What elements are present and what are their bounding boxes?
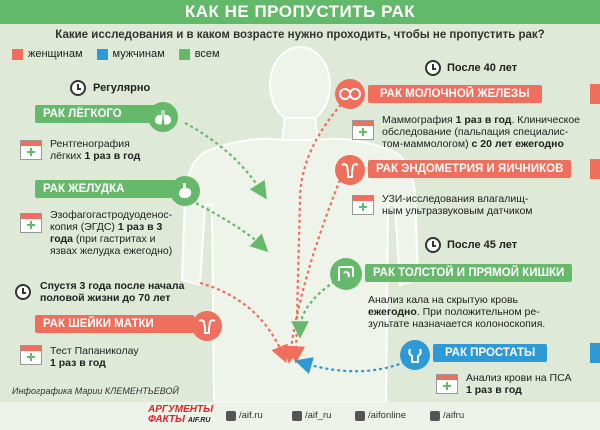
breast-cancer-tag <box>368 85 542 103</box>
calendar-icon <box>352 120 374 140</box>
social-facebook[interactable] <box>355 410 406 421</box>
lung-cancer-tag <box>35 105 160 123</box>
tag-label: РАК ЖЕЛУДКА <box>43 183 125 195</box>
after-45-label: После 45 лет <box>447 239 518 251</box>
calendar-icon <box>436 374 458 394</box>
clock-icon <box>425 60 441 76</box>
vk-icon <box>226 411 236 421</box>
tag-label: РАК МОЛОЧНОЙ ЖЕЛЕЗЫ <box>380 88 530 100</box>
credit: Инфографика Марии КЛЕМЕНТЬЕВОЙ <box>12 386 179 396</box>
lungs-icon <box>148 102 178 132</box>
legend-label: мужчинам <box>112 48 165 60</box>
uterus-icon <box>192 311 222 341</box>
prostate-icon <box>400 340 430 370</box>
calendar-icon <box>20 213 42 233</box>
endometrial-cancer-tag <box>368 160 571 178</box>
instagram-icon <box>430 411 440 421</box>
legend-label: женщинам <box>28 48 83 60</box>
breast-icon <box>335 79 365 109</box>
social-label: /aifonline <box>368 410 407 421</box>
clock-icon <box>70 80 86 96</box>
subtitle: Какие исследования и в каком возрасте нужно проходить, чтобы не пропустить рак? <box>55 29 545 41</box>
side-bar <box>590 343 600 363</box>
legend-label: всем <box>194 48 220 60</box>
tag-label: РАК ЛЁГКОГО <box>43 108 122 120</box>
tag-label: РАК ТОЛСТОЙ И ПРЯМОЙ КИШКИ <box>373 267 565 279</box>
colon-exam-text: Анализ кала на скрытую кровь ежегодно. При положительном ре- зультате назначается колоноскопия. <box>368 294 546 330</box>
social-instagram[interactable] <box>430 410 464 421</box>
regular-label: Регулярно <box>93 82 151 94</box>
tag-label: РАК ПРОСТАТЫ <box>445 347 536 359</box>
social-vk[interactable] <box>226 410 263 421</box>
tag-label: РАК ЭНДОМЕТРИЯ И ЯИЧНИКОВ <box>376 163 564 175</box>
cervix-age-text: Спустя 3 года после начала половой жизни до 70 лет <box>40 280 185 304</box>
cervical-cancer-tag <box>35 315 194 333</box>
clock-icon <box>425 237 441 253</box>
cervix-exam-text: Тест Папаниколау 1 раз в год <box>50 345 139 369</box>
prostate-exam-text: Анализ крови на ПСА 1 раз в год <box>466 372 572 396</box>
social-label: /aif.ru <box>239 410 263 421</box>
calendar-icon <box>20 345 42 365</box>
ovaries-icon <box>335 155 365 185</box>
calendar-icon <box>20 140 42 160</box>
stomach-exam-text: Эзофагогастродуоденос- копия (ЭГДС) 1 раз в 3 года (при гастритах и язвах желудка ежегодно) <box>50 209 173 257</box>
twitter-icon <box>292 411 302 421</box>
side-bar <box>590 159 600 179</box>
brand-logo[interactable]: АРГУМЕНТЫ ФАКТЫ AIF.RU <box>148 404 214 425</box>
stomach-cancer-tag <box>35 180 184 198</box>
endo-exam-text: УЗИ-исследования влагалищ- ным ультразвуковым датчиком <box>382 193 533 217</box>
social-twitter[interactable] <box>292 410 331 421</box>
colorectal-cancer-tag <box>365 264 572 282</box>
social-label: /aif_ru <box>305 410 332 421</box>
social-label: /aifru <box>443 410 465 421</box>
intestine-icon <box>330 258 362 290</box>
lung-exam-text: Рентгенография лёгких 1 раз в год <box>50 138 141 162</box>
facebook-icon <box>355 411 365 421</box>
tag-label: РАК ШЕЙКИ МАТКИ <box>43 318 154 330</box>
after-40-label: После 40 лет <box>447 62 518 74</box>
stomach-icon <box>170 176 200 206</box>
page-title: КАК НЕ ПРОПУСТИТЬ РАК <box>184 2 416 21</box>
clock-icon <box>15 284 31 300</box>
breast-exam-text: Маммография 1 раз в год. Клиническое обследование (пальпация специалис- том-маммологом) с 20 лет ежегодно <box>382 114 580 150</box>
prostate-cancer-tag <box>433 344 547 362</box>
side-bar <box>590 84 600 104</box>
calendar-icon <box>352 195 374 215</box>
